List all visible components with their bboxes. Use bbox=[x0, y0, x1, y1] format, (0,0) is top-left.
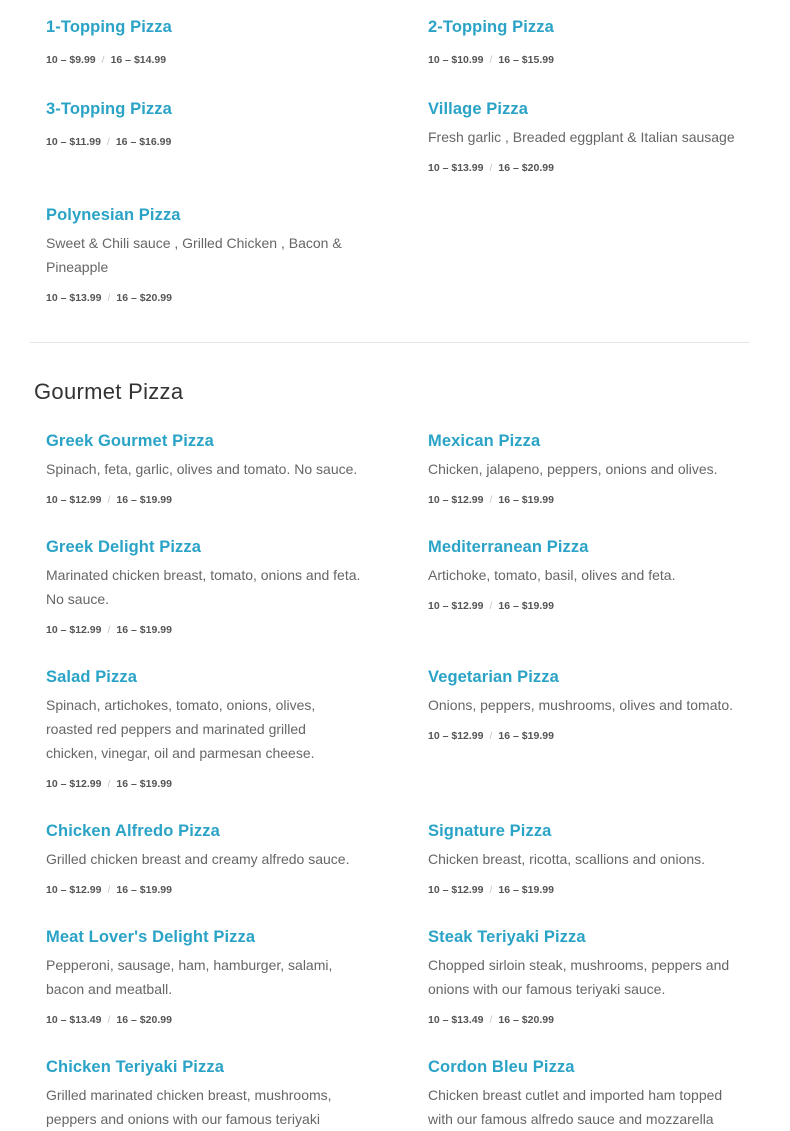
item-description: Spinach, artichokes, tomato, onions, olives, roasted red peppers and marinated grilled chicken, vinegar, oil and parmesan cheese. bbox=[46, 697, 316, 761]
item-name[interactable]: Vegetarian Pizza bbox=[428, 668, 559, 686]
menu-item bbox=[46, 537, 376, 637]
item-prices: 10 – $10.99 / 16 – $15.99 bbox=[428, 54, 554, 66]
price-value: $19.99 bbox=[139, 494, 172, 506]
price-size: 16 bbox=[498, 494, 511, 506]
price-separator: / bbox=[107, 884, 111, 896]
item-prices: 10 – $12.99 / 16 – $19.99 bbox=[428, 884, 554, 896]
item-description: Grilled marinated chicken breast, mushrooms, peppers and onions with our famous teriyaki bbox=[46, 1087, 332, 1127]
item-description: Grilled chicken breast and creamy alfredo sauce. bbox=[46, 851, 350, 867]
item-name[interactable]: Meat Lover's Delight Pizza bbox=[46, 928, 256, 946]
price-value: $12.99 bbox=[451, 730, 484, 742]
item-name[interactable]: Chicken Teriyaki Pizza bbox=[46, 1058, 224, 1076]
price-value: $20.99 bbox=[139, 292, 172, 304]
price-value: $12.99 bbox=[69, 624, 102, 636]
item-description: Pepperoni, sausage, ham, hamburger, salami, bacon and meatball. bbox=[46, 957, 333, 997]
price-size: 10 bbox=[46, 494, 58, 506]
item-name[interactable]: Village Pizza bbox=[428, 100, 529, 118]
menu-item bbox=[46, 821, 376, 897]
menu-item bbox=[46, 17, 376, 67]
item-name[interactable]: Signature Pizza bbox=[428, 822, 552, 840]
item-name[interactable]: Greek Gourmet Pizza bbox=[46, 432, 214, 450]
price-size: 10 bbox=[46, 624, 58, 636]
price-separator: / bbox=[489, 600, 493, 612]
item-description: Chicken, jalapeno, peppers, onions and olives. bbox=[428, 461, 718, 477]
price-separator: / bbox=[489, 884, 493, 896]
price-separator: / bbox=[101, 54, 105, 66]
section-title: Gourmet Pizza bbox=[34, 379, 184, 404]
price-size: 10 bbox=[428, 54, 440, 66]
price-value: $14.99 bbox=[133, 54, 167, 66]
item-prices: 10 – $13.99 / 16 – $20.99 bbox=[46, 292, 172, 304]
price-value: $19.99 bbox=[521, 494, 554, 506]
price-value: $15.99 bbox=[521, 54, 554, 66]
price-size: 10 bbox=[46, 1014, 58, 1026]
price-size: 10 bbox=[46, 884, 58, 896]
price-size: 10 bbox=[46, 778, 58, 790]
price-value: $13.49 bbox=[451, 1014, 484, 1026]
price-size: 16 bbox=[498, 730, 511, 742]
price-value: $13.99 bbox=[69, 292, 102, 304]
price-size: 16 bbox=[115, 136, 128, 148]
price-value: $19.99 bbox=[521, 884, 554, 896]
price-size: 10 bbox=[428, 884, 440, 896]
item-name[interactable]: 3-Topping Pizza bbox=[46, 100, 172, 118]
price-value: $9.99 bbox=[69, 54, 96, 66]
price-value: $12.99 bbox=[451, 884, 484, 896]
price-size: 10 bbox=[428, 162, 440, 174]
item-prices: 10 – $13.49 / 16 – $20.99 bbox=[428, 1014, 554, 1026]
price-value: $12.99 bbox=[451, 494, 484, 506]
item-prices: 10 – $12.99 / 16 – $19.99 bbox=[46, 778, 172, 790]
price-value: $19.99 bbox=[521, 730, 554, 742]
price-size: 16 bbox=[116, 884, 129, 896]
item-description: Marinated chicken breast, tomato, onions and feta. No sauce. bbox=[46, 567, 361, 607]
price-value: $12.99 bbox=[69, 494, 102, 506]
price-size: 10 bbox=[428, 1014, 440, 1026]
price-separator: / bbox=[107, 624, 111, 636]
price-value: $10.99 bbox=[451, 54, 484, 66]
price-value: $13.49 bbox=[69, 1014, 102, 1026]
price-size: 10 bbox=[428, 600, 440, 612]
price-value: $12.99 bbox=[451, 600, 484, 612]
price-separator: / bbox=[107, 494, 111, 506]
price-size: 16 bbox=[498, 600, 511, 612]
item-description: Chicken breast cutlet and imported ham topped with our famous alfredo sauce and mozzarella bbox=[428, 1087, 723, 1127]
price-size: 16 bbox=[498, 54, 511, 66]
item-name[interactable]: Steak Teriyaki Pizza bbox=[428, 928, 586, 946]
item-description: Fresh garlic , Breaded eggplant & Italian sausage bbox=[428, 129, 735, 145]
item-name[interactable]: 1-Topping Pizza bbox=[46, 18, 172, 36]
price-value: $20.99 bbox=[521, 1014, 554, 1026]
price-value: $20.99 bbox=[521, 162, 554, 174]
price-separator: / bbox=[489, 1014, 493, 1026]
item-description: Spinach, feta, garlic, olives and tomato. No sauce. bbox=[46, 461, 358, 477]
item-description: Onions, peppers, mushrooms, olives and tomato. bbox=[428, 697, 734, 713]
price-separator: / bbox=[107, 1014, 111, 1026]
item-name[interactable]: Salad Pizza bbox=[46, 668, 137, 686]
item-name[interactable]: Mediterranean Pizza bbox=[428, 538, 589, 556]
menu-item bbox=[46, 667, 336, 791]
item-name[interactable]: Polynesian Pizza bbox=[46, 206, 181, 224]
menu-item bbox=[428, 99, 748, 175]
item-prices: 10 – $12.99 / 16 – $19.99 bbox=[428, 494, 554, 506]
price-separator: / bbox=[107, 292, 111, 304]
price-size: 10 bbox=[46, 292, 58, 304]
price-value: $13.99 bbox=[451, 162, 484, 174]
item-prices: 10 – $12.99 / 16 – $19.99 bbox=[46, 494, 172, 506]
price-size: 16 bbox=[498, 1014, 511, 1026]
item-prices: 10 – $9.99 / 16 – $14.99 bbox=[46, 54, 167, 66]
item-description: Chicken breast, ricotta, scallions and onions. bbox=[428, 851, 706, 867]
item-name[interactable]: Mexican Pizza bbox=[428, 432, 541, 450]
price-value: $19.99 bbox=[139, 624, 172, 636]
menu-item bbox=[428, 431, 748, 507]
price-size: 10 bbox=[428, 730, 440, 742]
menu-item bbox=[46, 205, 356, 305]
item-description: Chopped sirloin steak, mushrooms, peppers and onions with our famous teriyaki sauce. bbox=[428, 957, 730, 997]
price-value: $19.99 bbox=[139, 778, 172, 790]
menu-item bbox=[46, 927, 346, 1027]
price-size: 16 bbox=[498, 162, 511, 174]
menu-item bbox=[46, 99, 376, 149]
price-value: $20.99 bbox=[139, 1014, 172, 1026]
price-value: $16.99 bbox=[139, 136, 172, 148]
price-size: 16 bbox=[116, 494, 129, 506]
item-prices: 10 – $13.99 / 16 – $20.99 bbox=[428, 162, 554, 174]
price-separator: / bbox=[489, 162, 493, 174]
menu-item bbox=[428, 821, 748, 897]
price-size: 16 bbox=[116, 292, 129, 304]
item-prices: 10 – $12.99 / 16 – $19.99 bbox=[428, 730, 554, 742]
price-value: $12.99 bbox=[69, 778, 102, 790]
price-size: 16 bbox=[498, 884, 511, 896]
price-value: $12.99 bbox=[69, 884, 102, 896]
price-size: 10 bbox=[46, 136, 58, 148]
price-value: $11.99 bbox=[69, 136, 101, 148]
menu-item bbox=[46, 1057, 346, 1131]
item-description: Sweet & Chili sauce , Grilled Chicken , Bacon & Pineapple bbox=[46, 235, 342, 275]
price-size: 10 bbox=[428, 494, 440, 506]
price-separator: / bbox=[106, 136, 110, 148]
item-prices: 10 – $12.99 / 16 – $19.99 bbox=[46, 884, 172, 896]
item-prices: 10 – $12.99 / 16 – $19.99 bbox=[428, 600, 554, 612]
menu-item bbox=[428, 927, 743, 1027]
price-separator: / bbox=[489, 54, 493, 66]
price-separator: / bbox=[489, 730, 493, 742]
item-prices: 10 – $11.99 / 16 – $16.99 bbox=[46, 136, 172, 148]
menu-item bbox=[46, 431, 376, 507]
item-description: Artichoke, tomato, basil, olives and feta. bbox=[428, 567, 676, 583]
item-name[interactable]: Cordon Bleu Pizza bbox=[428, 1058, 575, 1076]
price-value: $19.99 bbox=[139, 884, 172, 896]
item-prices: 10 – $12.99 / 16 – $19.99 bbox=[46, 624, 172, 636]
menu-item bbox=[428, 17, 748, 67]
item-name[interactable]: 2-Topping Pizza bbox=[428, 18, 554, 36]
item-name[interactable]: Chicken Alfredo Pizza bbox=[46, 822, 220, 840]
section-divider bbox=[30, 342, 750, 343]
menu-item bbox=[428, 667, 758, 743]
price-size: 10 bbox=[46, 54, 58, 66]
price-value: $19.99 bbox=[521, 600, 554, 612]
price-size: 16 bbox=[116, 1014, 129, 1026]
menu-item bbox=[428, 1057, 743, 1131]
price-size: 16 bbox=[116, 624, 129, 636]
menu-item bbox=[428, 537, 748, 613]
item-name[interactable]: Greek Delight Pizza bbox=[46, 538, 202, 556]
price-size: 16 bbox=[116, 778, 129, 790]
price-separator: / bbox=[489, 494, 493, 506]
item-prices: 10 – $13.49 / 16 – $20.99 bbox=[46, 1014, 172, 1026]
price-separator: / bbox=[107, 778, 111, 790]
price-size: 16 bbox=[110, 54, 123, 66]
